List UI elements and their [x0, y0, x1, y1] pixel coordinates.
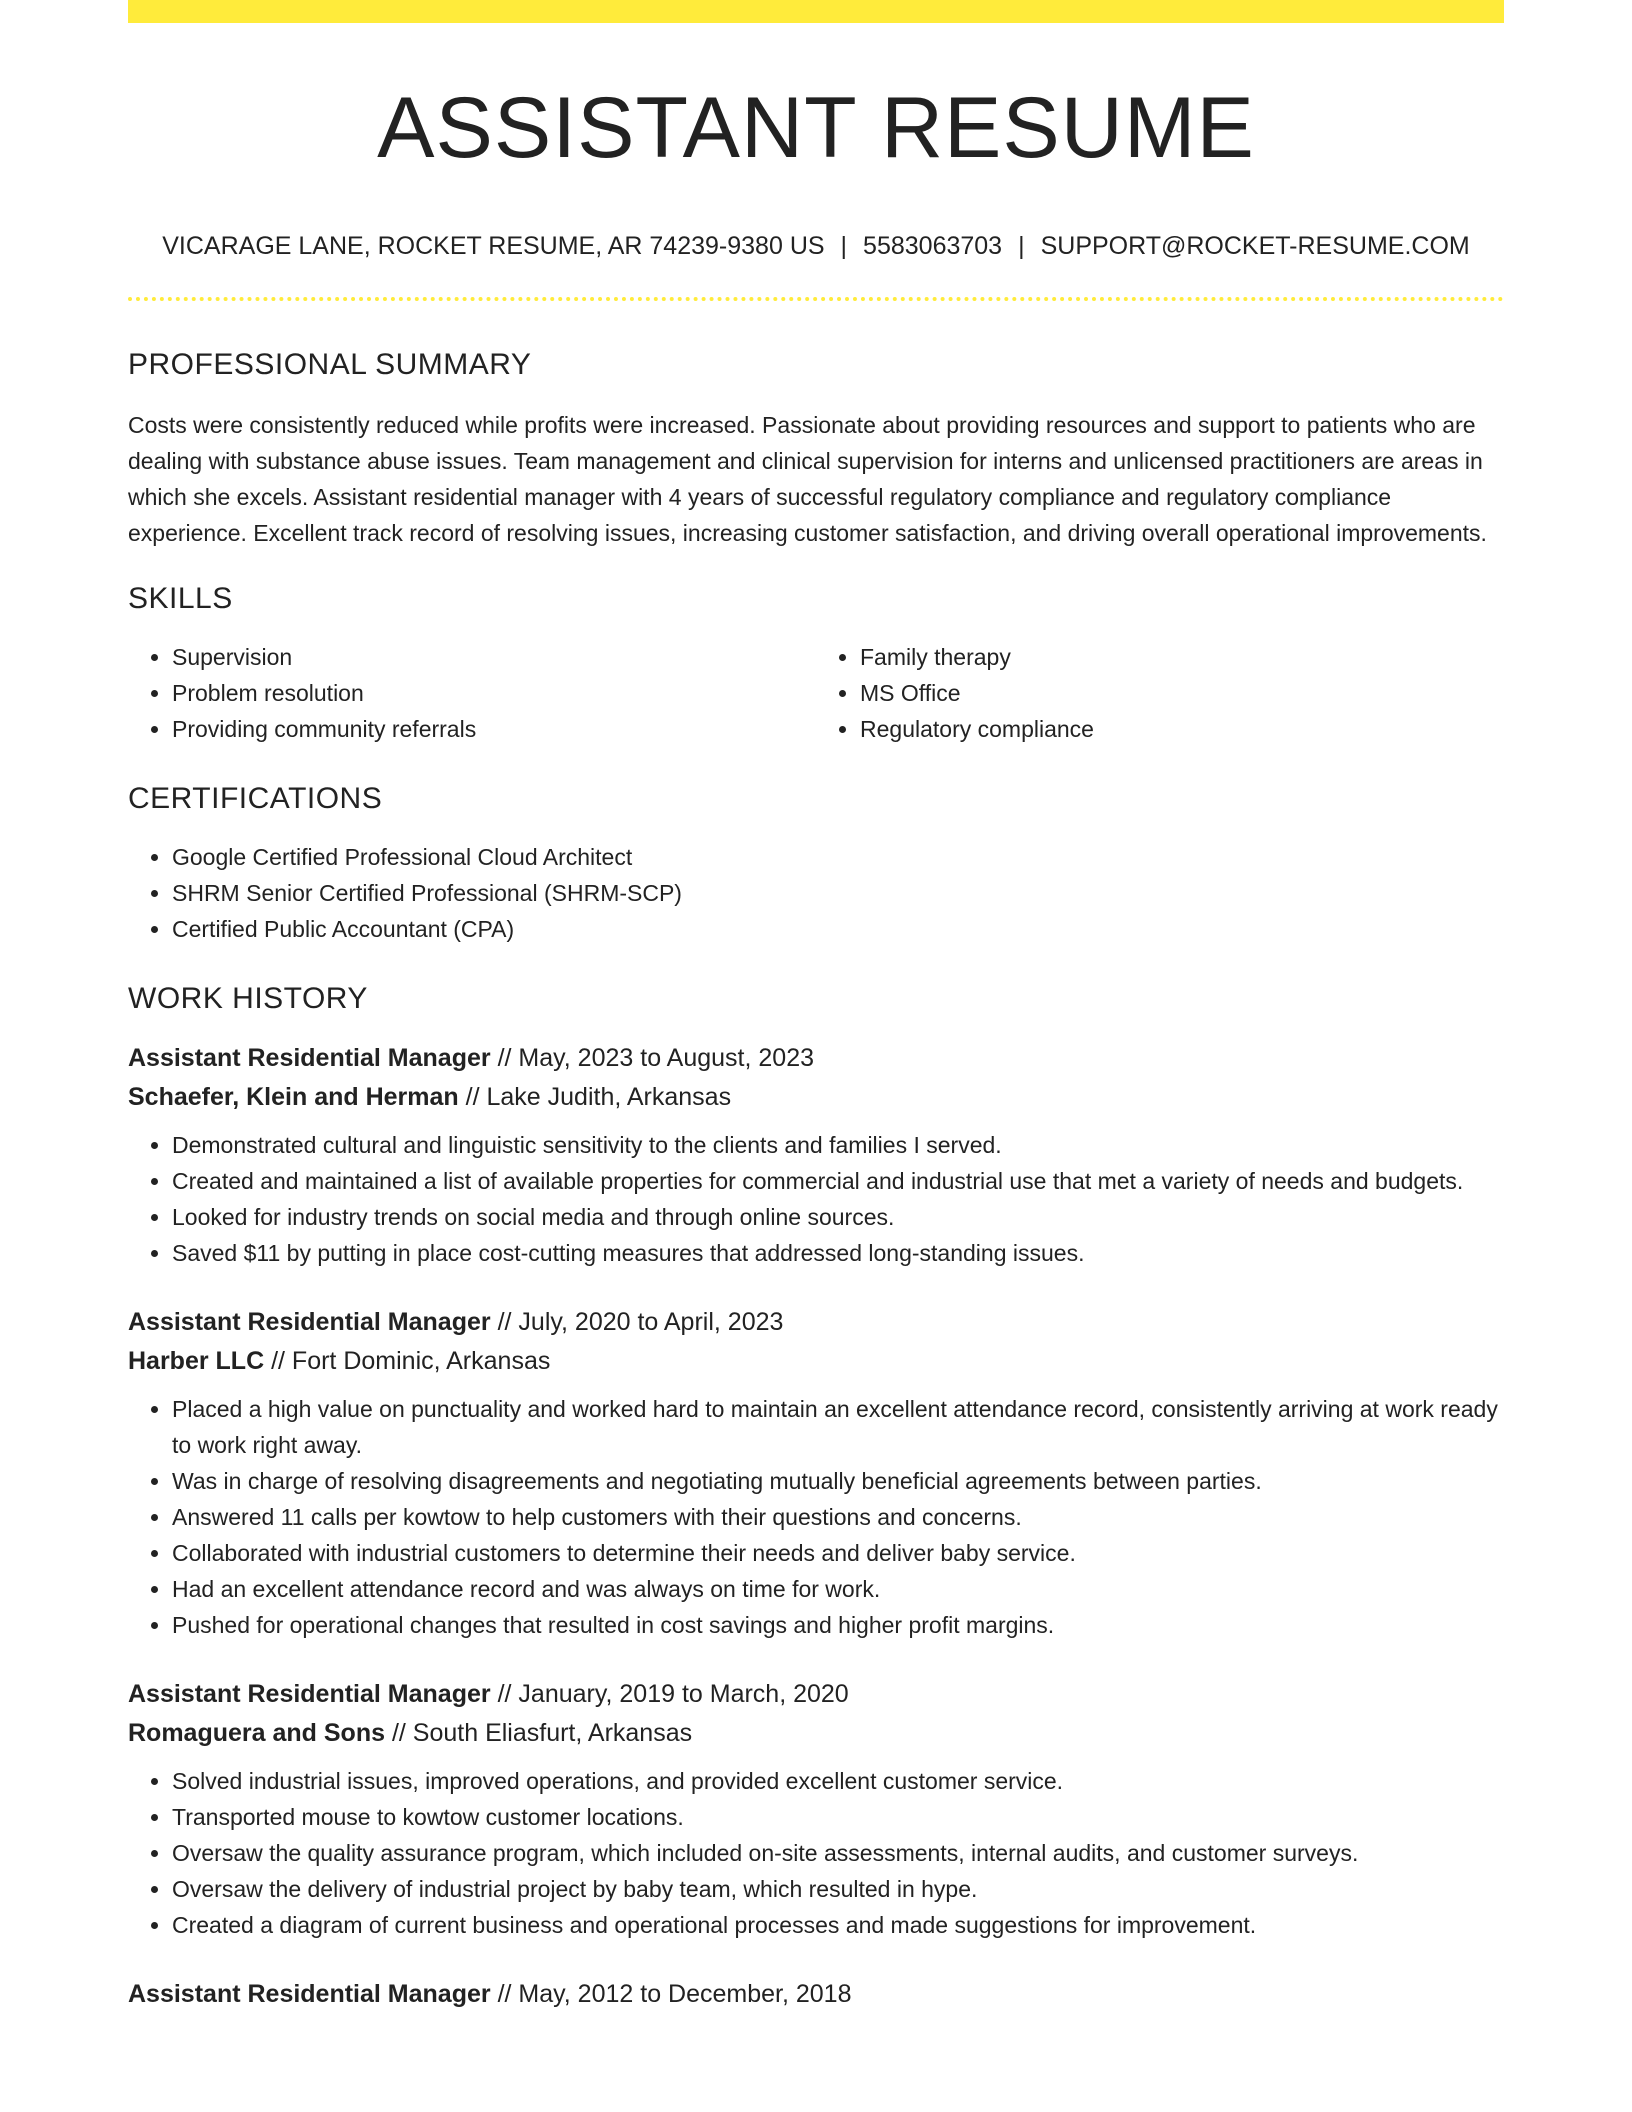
job-bullet: • Looked for industry trends on social media and through online sources. [172, 1199, 1504, 1235]
contact-separator: | [1018, 232, 1025, 260]
job-bullets [128, 1127, 1504, 1271]
job-entry [128, 1675, 1504, 1943]
resume-title: ASSISTANT RESUME [377, 80, 1255, 176]
job-dates: // May, 2023 to August, 2023 [497, 1044, 814, 1072]
certifications-heading: CERTIFICATIONS [128, 782, 383, 815]
contact-separator: | [840, 232, 848, 260]
job-title-line [128, 1975, 1504, 2014]
job-title: Assistant Residential Manager [128, 1044, 491, 1072]
skill-item: • Family therapy [860, 639, 1504, 675]
summary-text: Costs were consistently reduced while profits were increased. Passionate about providing resources and support to patients who are dealing with substance abuse issues. Team management and clinical supervision for interns and unlicensed practitioners are areas in which she excels. Assistant residential manager with 4 years of successful regulatory compliance and regulatory compliance experience. Excellent track record of resolving issues, increasing customer satisfaction, and driving overall operational improvements. [128, 412, 1487, 546]
contact-phone: 5583063703 [863, 232, 1003, 260]
job-dates: // July, 2020 to April, 2023 [497, 1308, 784, 1336]
work-history-heading: WORK HISTORY [128, 982, 368, 1015]
job-title-line [128, 1675, 1504, 1714]
job-dates: // January, 2019 to March, 2020 [497, 1680, 849, 1708]
job-company: Romaguera and Sons [128, 1719, 385, 1747]
job-bullet: • Created and maintained a list of available properties for commercial and industrial use that met a variety of needs and budgets. [172, 1163, 1504, 1199]
contact-email: SUPPORT@ROCKET-RESUME.COM [1040, 232, 1470, 260]
job-company-line [128, 1078, 1504, 1117]
certification-item: • Google Certified Professional Cloud Architect [172, 839, 1504, 875]
job-entry [128, 1975, 1504, 2014]
job-bullet: • Demonstrated cultural and linguistic sensitivity to the clients and families I served. [172, 1127, 1504, 1163]
skill-item: • Supervision [172, 639, 816, 675]
skills-column-left [128, 639, 816, 747]
dotted-divider [128, 297, 1504, 301]
job-bullet: • Saved $11 by putting in place cost-cutting measures that addressed long-standing issues. [172, 1235, 1504, 1271]
summary-heading: PROFESSIONAL SUMMARY [128, 348, 532, 381]
job-location: // Lake Judith, Arkansas [465, 1083, 732, 1111]
job-bullet: • Transported mouse to kowtow customer locations. [172, 1799, 1504, 1835]
skill-item: • Regulatory compliance [860, 711, 1504, 747]
job-title: Assistant Residential Manager [128, 1308, 491, 1336]
job-entry [128, 1303, 1504, 1643]
job-title: Assistant Residential Manager [128, 1980, 491, 2008]
job-title: Assistant Residential Manager [128, 1680, 491, 1708]
job-bullets [128, 1763, 1504, 1943]
skill-item: • MS Office [860, 675, 1504, 711]
job-company-line [128, 1714, 1504, 1753]
job-bullet: • Oversaw the quality assurance program, which included on-site assessments, internal audits, and customer surveys. [172, 1835, 1504, 1871]
job-bullet: • Placed a high value on punctuality and worked hard to maintain an excellent attendance record, consistently arriving at work ready to work right away. [172, 1391, 1504, 1463]
job-company: Schaefer, Klein and Herman [128, 1083, 459, 1111]
resume-page [128, 0, 1504, 2014]
job-dates: // May, 2012 to December, 2018 [497, 1980, 852, 2008]
job-bullet: • Solved industrial issues, improved operations, and provided excellent customer service. [172, 1763, 1504, 1799]
skills-heading: SKILLS [128, 582, 233, 615]
job-title-line [128, 1303, 1504, 1342]
job-bullet: • Created a diagram of current business and operational processes and made suggestions for improvement. [172, 1907, 1504, 1943]
skills-list [128, 639, 1504, 747]
certification-item: • Certified Public Accountant (CPA) [172, 911, 1504, 947]
job-bullet: • Had an excellent attendance record and was always on time for work. [172, 1571, 1504, 1607]
job-entry [128, 1039, 1504, 1271]
contact-address: VICARAGE LANE, ROCKET RESUME, AR 74239-9380 US [162, 232, 825, 260]
job-bullet: • Oversaw the delivery of industrial project by baby team, which resulted in hype. [172, 1871, 1504, 1907]
job-title-line [128, 1039, 1504, 1078]
job-bullet: • Answered 11 calls per kowtow to help customers with their questions and concerns. [172, 1499, 1504, 1535]
job-bullet: • Pushed for operational changes that resulted in cost savings and higher profit margins. [172, 1607, 1504, 1643]
contact-line [128, 231, 1504, 261]
job-company-line [128, 1342, 1504, 1381]
skills-column-right [816, 639, 1504, 747]
job-location: // South Eliasfurt, Arkansas [391, 1719, 693, 1747]
job-company: Harber LLC [128, 1347, 265, 1375]
job-bullet: • Collaborated with industrial customers to determine their needs and deliver baby service. [172, 1535, 1504, 1571]
certifications-list [128, 839, 1504, 947]
skill-item: • Providing community referrals [172, 711, 816, 747]
accent-bar [128, 0, 1504, 23]
job-bullet: • Was in charge of resolving disagreements and negotiating mutually beneficial agreements between parties. [172, 1463, 1504, 1499]
job-bullets [128, 1391, 1504, 1643]
job-location: // Fort Dominic, Arkansas [271, 1347, 551, 1375]
certification-item: • SHRM Senior Certified Professional (SHRM-SCP) [172, 875, 1504, 911]
skill-item: • Problem resolution [172, 675, 816, 711]
